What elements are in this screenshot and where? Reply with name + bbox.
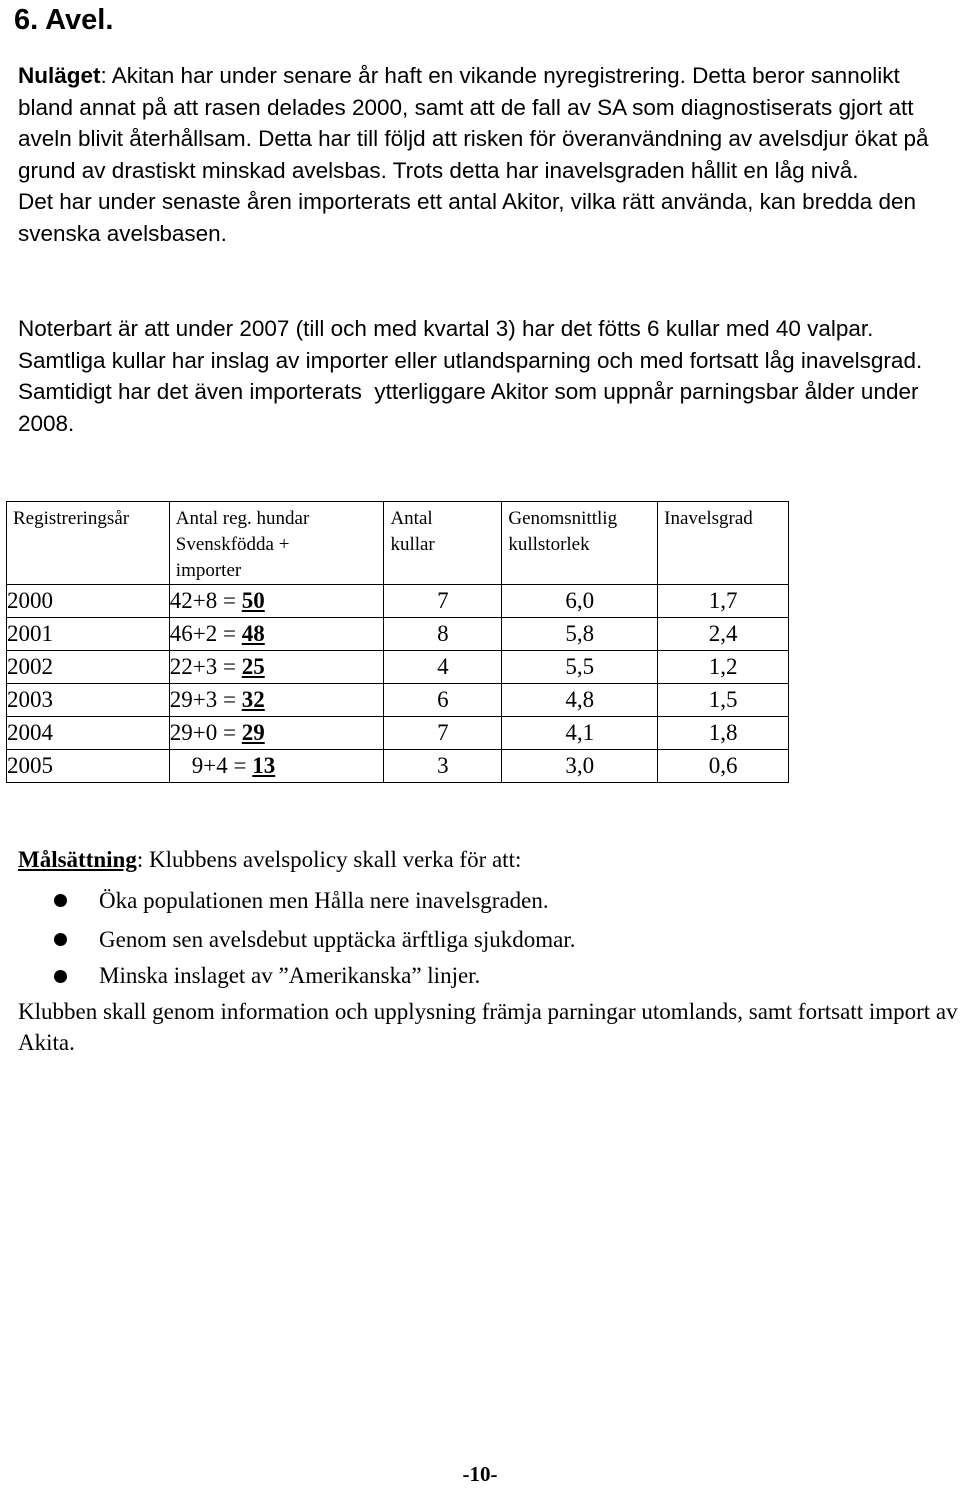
intro-text-2: Det har under senaste åren importerats ett antal Akitor, vilka rätt använda, kan bredda den svenska avelsbasen. (18, 189, 917, 246)
registration-table (6, 501, 789, 783)
cell-avg: 3,0 (502, 750, 658, 783)
note-line-1: Noterbart är att under 2007 (till och med kvartal 3) har det fötts 6 kullar med 40 valpar. Samtliga kullar har inslag av importer eller utlandsparning och med fortsatt låg inavelsgrad. (18, 316, 923, 373)
bullet-icon (54, 894, 67, 907)
cell-registered: 29+0 = 29 (169, 717, 384, 750)
cell-avg: 6,0 (502, 585, 658, 618)
header-inbreeding: Inavelsgrad (658, 502, 789, 585)
cell-year: 2004 (7, 717, 170, 750)
closing-paragraph: Klubben skall genom information och upplysning främja parningar utomlands, samt fortsatt import av Akita. (18, 999, 958, 1055)
intro-paragraph (18, 60, 958, 249)
intro-label: Nuläget (18, 63, 101, 88)
table-header-row (7, 502, 789, 585)
page-number: -10- (462, 1462, 498, 1486)
goals-label: Målsättning (18, 847, 137, 872)
cell-litters: 7 (384, 585, 502, 618)
cell-registered: 22+3 = 25 (169, 651, 384, 684)
cell-registered: 29+3 = 32 (169, 684, 384, 717)
header-registered-dogs: Antal reg. hundar Svenskfödda + importer (169, 502, 384, 585)
bullet-icon (54, 970, 67, 983)
table-row (7, 717, 789, 750)
cell-year: 2001 (7, 618, 170, 651)
table-row (7, 750, 789, 783)
goals-section (18, 845, 958, 1058)
header-litters: Antal kullar (384, 502, 502, 585)
cell-year: 2005 (7, 750, 170, 783)
cell-inbreeding: 0,6 (658, 750, 789, 783)
goal-text: Genom sen avelsdebut upptäcka ärftliga sjukdomar. (99, 926, 576, 952)
table-row (7, 684, 789, 717)
intro-text: : Akitan har under senare år haft en vikande nyregistrering. Detta beror sannolikt bland annat på att rasen delades 2000, samt att de fall av SA som diagnostiserats gjort att aveln blivit återhållsam. Detta har till följd att risken för överanvändning av avelsdjur ökat på grund av drastiskt minskad avelsbas. Trots detta har inavelsgraden hållit en låg nivå. (18, 63, 929, 183)
note-line-2: Samtidigt har det även importerats ytterliggare Akitor som uppnår parningsbar ålder under 2008. (18, 379, 925, 436)
bullet-icon (54, 933, 67, 946)
goal-text: Minska inslaget av ”Amerikanska” linjer. (99, 963, 481, 988)
cell-avg: 4,8 (502, 684, 658, 717)
table-row (7, 651, 789, 684)
cell-avg: 5,8 (502, 618, 658, 651)
goals-title (18, 845, 958, 881)
cell-litters: 6 (384, 684, 502, 717)
cell-inbreeding: 1,8 (658, 717, 789, 750)
cell-litters: 4 (384, 651, 502, 684)
cell-year: 2000 (7, 585, 170, 618)
cell-registered: 46+2 = 48 (169, 618, 384, 651)
table-row (7, 585, 789, 618)
cell-year: 2002 (7, 651, 170, 684)
cell-inbreeding: 1,5 (658, 684, 789, 717)
cell-registered: 9+4 = 13 (169, 750, 384, 783)
note-paragraph (18, 313, 958, 439)
header-avg-litter-size: Genomsnittlig kullstorlek (502, 502, 658, 585)
list-item (18, 920, 958, 959)
cell-avg: 4,1 (502, 717, 658, 750)
list-item (18, 959, 958, 993)
goals-intro: : Klubbens avelspolicy skall verka för att: (136, 847, 522, 872)
cell-inbreeding: 1,7 (658, 585, 789, 618)
cell-litters: 8 (384, 618, 502, 651)
cell-year: 2003 (7, 684, 170, 717)
goal-text: Öka populationen men Hålla nere inavelsgraden. (99, 887, 549, 913)
cell-avg: 5,5 (502, 651, 658, 684)
list-item (18, 881, 958, 920)
cell-registered: 42+8 = 50 (169, 585, 384, 618)
header-registration-year: Registreringsår (7, 502, 170, 585)
cell-inbreeding: 2,4 (658, 618, 789, 651)
cell-litters: 3 (384, 750, 502, 783)
table-row (7, 618, 789, 651)
cell-inbreeding: 1,2 (658, 651, 789, 684)
cell-litters: 7 (384, 717, 502, 750)
section-heading: 6. Avel. (14, 4, 114, 36)
